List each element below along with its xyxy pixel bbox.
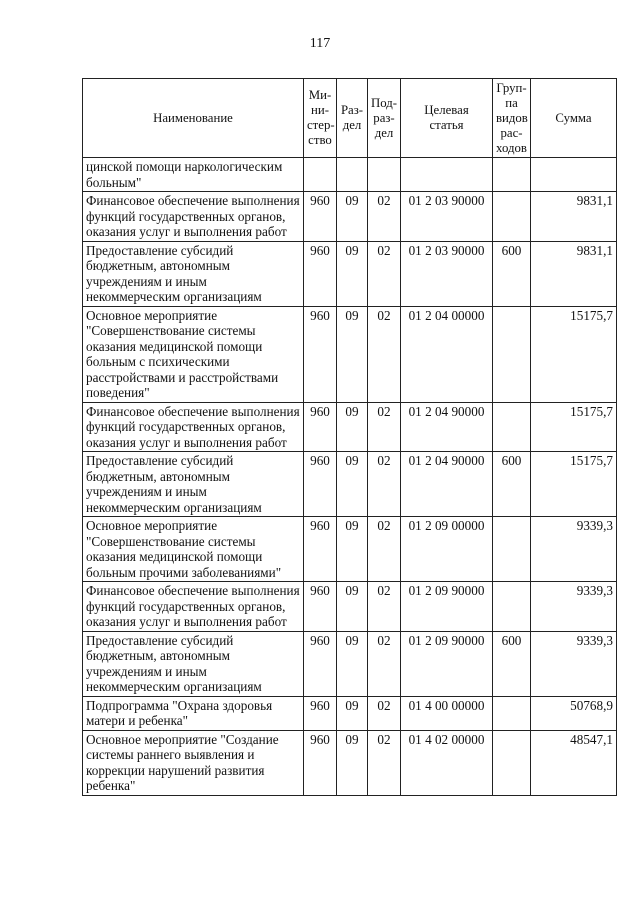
header-ministry: Ми- ни- стер- ство [304, 79, 337, 158]
cell-name: Предоставление субсидий бюджетным, автономным учреждениям и иным некоммерческим организациям [83, 452, 304, 517]
cell-target: 01 2 04 90000 [401, 452, 493, 517]
cell-name: Основное мероприятие "Создание системы раннего выявления и коррекции нарушений развития ребенка" [83, 730, 304, 795]
cell-ministry: 960 [304, 631, 337, 696]
cell-subsection: 02 [368, 192, 401, 242]
cell-name: Финансовое обеспечение выполнения функций государственных органов, оказания услуг и выполнения работ [83, 402, 304, 452]
cell-target: 01 4 02 00000 [401, 730, 493, 795]
table-row [83, 631, 617, 696]
page-number: 117 [309, 36, 331, 51]
cell-ministry: 960 [304, 306, 337, 402]
cell-subsection: 02 [368, 306, 401, 402]
cell-sum: 9339,3 [531, 582, 617, 632]
cell-sum: 9831,1 [531, 192, 617, 242]
header-sum: Сумма [531, 79, 617, 158]
cell-name: Предоставление субсидий бюджетным, автономным учреждениям и иным некоммерческим организациям [83, 631, 304, 696]
cell-section: 09 [337, 696, 368, 730]
table-header-row [83, 79, 617, 158]
table-row [83, 452, 617, 517]
cell-ministry: 960 [304, 241, 337, 306]
cell-ministry: 960 [304, 452, 337, 517]
budget-table [82, 78, 617, 796]
cell-target: 01 4 00 00000 [401, 696, 493, 730]
table-row [83, 192, 617, 242]
header-name: Наименование [83, 79, 304, 158]
cell-target: 01 2 09 00000 [401, 517, 493, 582]
cell-subsection: 02 [368, 730, 401, 795]
cell-sum: 15175,7 [531, 452, 617, 517]
cell-section: 09 [337, 306, 368, 402]
cell-subsection: 02 [368, 402, 401, 452]
table-row [83, 306, 617, 402]
cell-group [493, 402, 531, 452]
cell-ministry: 960 [304, 730, 337, 795]
cell-group [493, 696, 531, 730]
cell-sum: 9831,1 [531, 241, 617, 306]
cell-name: Основное мероприятие "Совершенствование системы оказания медицинской помощи больным прочими заболеваниями" [83, 517, 304, 582]
cell-target: 01 2 03 90000 [401, 192, 493, 242]
table-row [83, 696, 617, 730]
cell-target: 01 2 09 90000 [401, 631, 493, 696]
header-section: Раз- дел [337, 79, 368, 158]
cell-sum: 15175,7 [531, 402, 617, 452]
cell-group: 600 [493, 631, 531, 696]
cell-section: 09 [337, 402, 368, 452]
cell-group [493, 517, 531, 582]
table-row [83, 517, 617, 582]
table-row [83, 582, 617, 632]
header-target: Целевая статья [401, 79, 493, 158]
cell-name: Основное мероприятие "Совершенствование системы оказания медицинской помощи больным с психическими расстройствами и расстройствами поведения" [83, 306, 304, 402]
continuation-text: цинской помощи наркологическим больным" [83, 158, 304, 192]
cell-target: 01 2 03 90000 [401, 241, 493, 306]
cell-target: 01 2 09 90000 [401, 582, 493, 632]
cell-sum: 50768,9 [531, 696, 617, 730]
cell-subsection: 02 [368, 631, 401, 696]
cell-ministry: 960 [304, 582, 337, 632]
cell-section: 09 [337, 192, 368, 242]
cell-name: Финансовое обеспечение выполнения функций государственных органов, оказания услуг и выполнения работ [83, 192, 304, 242]
cell-section: 09 [337, 452, 368, 517]
cell-subsection: 02 [368, 452, 401, 517]
cell-name: Финансовое обеспечение выполнения функций государственных органов, оказания услуг и выполнения работ [83, 582, 304, 632]
header-group: Груп- па видов рас- ходов [493, 79, 531, 158]
cell-target: 01 2 04 00000 [401, 306, 493, 402]
cell-ministry: 960 [304, 696, 337, 730]
cell-name: Подпрограмма "Охрана здоровья матери и ребенка" [83, 696, 304, 730]
cell-subsection: 02 [368, 517, 401, 582]
cell-section: 09 [337, 730, 368, 795]
cell-subsection: 02 [368, 696, 401, 730]
cell-group [493, 306, 531, 402]
cell-group [493, 582, 531, 632]
cell-sum: 9339,3 [531, 517, 617, 582]
cell-subsection: 02 [368, 241, 401, 306]
table-row [83, 241, 617, 306]
cell-ministry: 960 [304, 517, 337, 582]
table-row [83, 730, 617, 795]
cell-section: 09 [337, 517, 368, 582]
cell-group [493, 730, 531, 795]
continuation-row [83, 158, 617, 192]
table-row [83, 402, 617, 452]
cell-ministry: 960 [304, 192, 337, 242]
cell-group: 600 [493, 452, 531, 517]
cell-section: 09 [337, 241, 368, 306]
cell-group [493, 192, 531, 242]
cell-target: 01 2 04 90000 [401, 402, 493, 452]
cell-group: 600 [493, 241, 531, 306]
cell-sum: 48547,1 [531, 730, 617, 795]
cell-section: 09 [337, 582, 368, 632]
cell-sum: 15175,7 [531, 306, 617, 402]
cell-ministry: 960 [304, 402, 337, 452]
cell-section: 09 [337, 631, 368, 696]
cell-name: Предоставление субсидий бюджетным, автономным учреждениям и иным некоммерческим организациям [83, 241, 304, 306]
cell-subsection: 02 [368, 582, 401, 632]
cell-sum: 9339,3 [531, 631, 617, 696]
header-subsection: Под- раз- дел [368, 79, 401, 158]
